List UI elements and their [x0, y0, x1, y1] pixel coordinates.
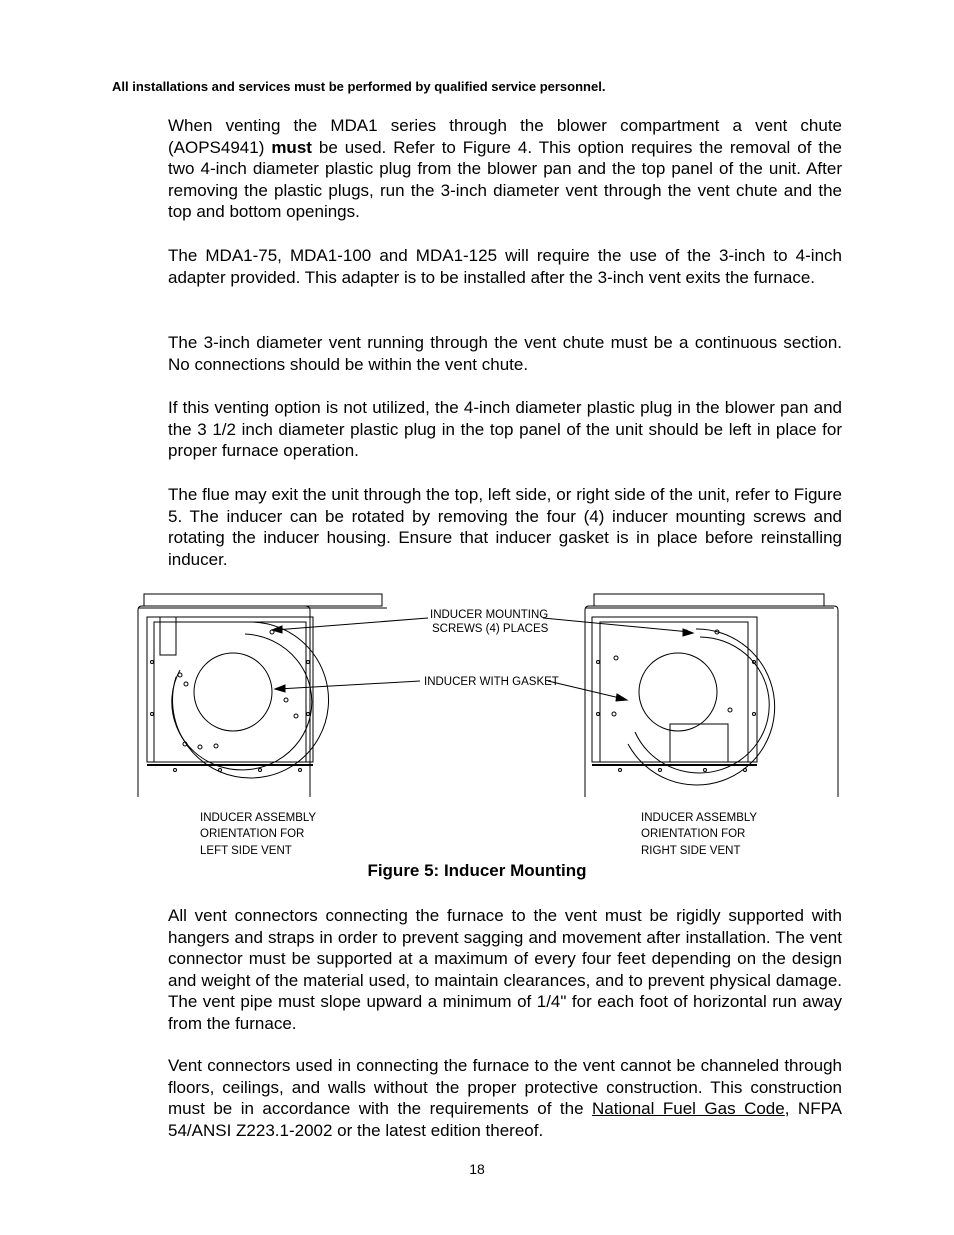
paragraph-adapter: The MDA1-75, MDA1-100 and MDA1-125 will require the use of the 3-inch to 4-inch adapter provided. This adapter is to be installed after the 3-inch vent exits the furnace. [168, 246, 842, 287]
figure-caption: Figure 5: Inducer Mounting [367, 861, 587, 880]
right-unit-drawing [585, 594, 838, 797]
safety-notice-header: All installations and services must be performed by qualified service personnel. [112, 79, 606, 94]
left-label-line2: ORIENTATION FOR [200, 828, 305, 840]
p7-text-b: , NFPA 54/ANSI Z223.1-2002 or the latest edition thereof. [168, 1099, 842, 1140]
left-label-line3: LEFT SIDE VENT [200, 845, 292, 857]
page-number: 18 [469, 1161, 485, 1177]
callout-screws-line1: INDUCER MOUNTING [430, 609, 549, 621]
paragraph-vent-support: All vent connectors connecting the furnace to the vent must be rigidly supported with hangers and straps in order to prevent sagging and movement after installation. The vent connector must be supported at a maximum of every four feet depending on the design and weight of the material used, to maintain clearances, and to prevent physical damage. The vent pipe must slope upward a minimum of 1/4" for each foot of horizontal run away from the furnace. [168, 906, 842, 1033]
left-label-line1: INDUCER ASSEMBLY [200, 812, 317, 824]
callout-gasket: INDUCER WITH GASKET [424, 676, 559, 688]
figure-inducer-mounting [130, 592, 842, 862]
p1-text-b: be used. Refer to Figure 4. This option requires the removal of the two 4-inch diameter plastic plug from the blower pan and the top panel of the unit. After removing the plastic plugs, run the 3-inch diameter vent through the vent chute and the top and bottom openings. [168, 137, 842, 222]
right-label-line2: ORIENTATION FOR [641, 828, 746, 840]
paragraph-plug-in-place: If this venting option is not utilized, the 4-inch diameter plastic plug in the blower pan and the 3 1/2 inch diameter plastic plug in the top panel of the unit should be left in place for proper furnace operation. [168, 398, 842, 461]
right-label-line3: RIGHT SIDE VENT [641, 845, 741, 857]
national-fuel-gas-code-ref: National Fuel Gas Code [592, 1099, 785, 1119]
paragraph-vent-channeling [168, 1055, 842, 1141]
right-label-line1: INDUCER ASSEMBLY [641, 812, 758, 824]
paragraph-vent-chute [168, 115, 842, 223]
paragraph-flue-exit: The flue may exit the unit through the top, left side, or right side of the unit, refer to Figure 5. The inducer can be rotated by removing the four (4) inducer mounting screws and rotating the inducer housing. Ensure that inducer gasket is in place before reinstalling inducer. [168, 485, 842, 569]
callout-screws-line2: SCREWS (4) PLACES [432, 623, 549, 635]
inducer-diagram [130, 592, 842, 862]
p7-text-a: Vent connectors used in connecting the furnace to the vent cannot be channeled through floors, ceilings, and walls without the proper protective construction. This construction must be in accordance with the requirements of the [168, 1056, 842, 1119]
p1-bold-must: must [271, 137, 312, 157]
paragraph-continuous-section: The 3-inch diameter vent running through the vent chute must be a continuous section. No connections should be within the vent chute. [168, 333, 842, 374]
p1-text-a: When venting the MDA1 series through the blower compartment a vent chute (AOPS4941) [168, 116, 842, 157]
